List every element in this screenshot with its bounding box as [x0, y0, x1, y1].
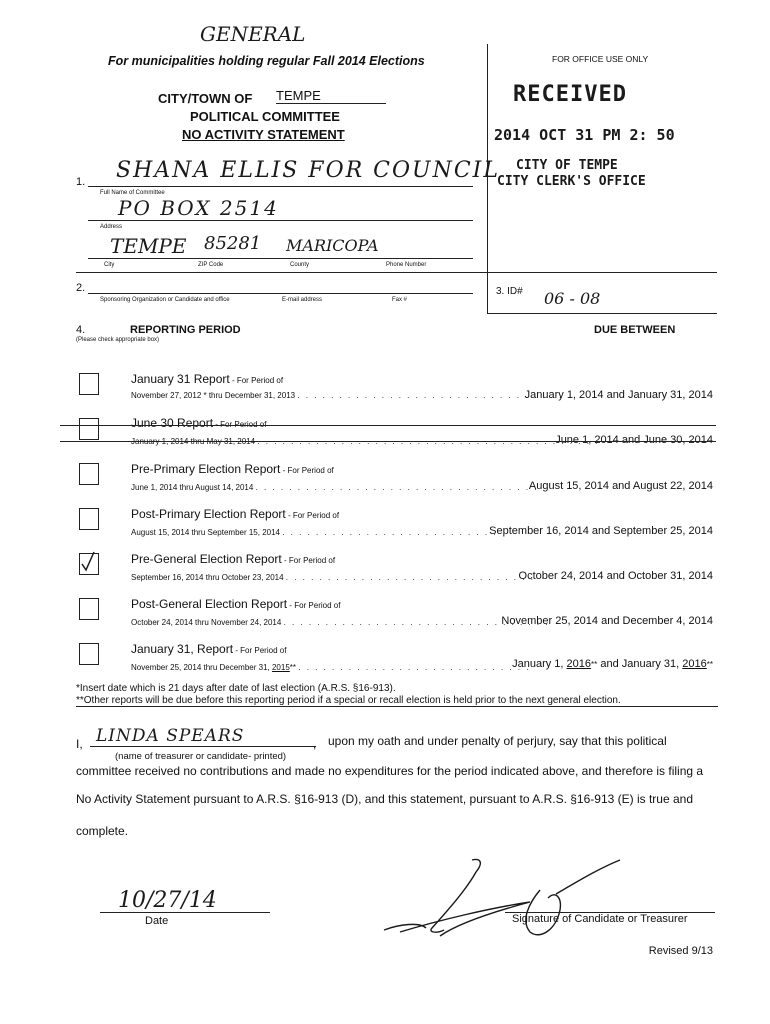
section-3-bottom-line [487, 313, 717, 314]
reporting-period-title: REPORTING PERIOD [130, 324, 241, 336]
sponsor-label: Sponsoring Organization or Candidate and office [100, 297, 230, 303]
reporting-period-note: (Please check appropriate box) [76, 337, 160, 343]
report-title: June 30 Report - For Period of [131, 416, 267, 430]
checkmark-icon [78, 550, 98, 572]
report-range: January 1, 2014 thru May 31, 2014 . . . . . . . . . . . . . . . . . . . . . . . . . . . . . . . . . . . . . . . . . [131, 437, 600, 446]
received-date-stamp: 2014 OCT 31 PM 2: 50 [494, 126, 675, 144]
oath-text-4: complete. [76, 824, 129, 838]
oath-comma: , [313, 737, 317, 751]
oath-text-3: No Activity Statement pursuant to A.R.S. §16-913 (D), and this statement, pursuant to A.R.S. §16-913 (E) is true and [76, 792, 693, 806]
section-3-top-line [487, 272, 717, 273]
city-line [88, 258, 473, 259]
section-2-number: 2. [76, 282, 86, 294]
checkbox-june-30-report[interactable] [79, 418, 99, 440]
section-4-number: 4. [76, 324, 86, 336]
checkbox-pre-primary-report[interactable] [79, 463, 99, 485]
report-title: Pre-General Election Report - For Period of [131, 552, 336, 566]
committee-name-label: Full Name of Committee [100, 190, 165, 196]
phone-label: Phone Number [386, 262, 427, 268]
section-2-line [88, 293, 473, 294]
received-stamp: RECEIVED [513, 82, 627, 107]
committee-name-line [88, 186, 473, 187]
signature-mark [380, 850, 640, 950]
id-label: 3. ID# [496, 286, 523, 297]
email-label: E-mail address [282, 297, 323, 303]
checkbox-pre-general-report[interactable] [79, 553, 99, 575]
stamp-city: CITY OF TEMPE [516, 158, 618, 173]
report-due: August 15, 2014 and August 22, 2014 [528, 480, 713, 492]
zip-label: ZIP Code [198, 262, 224, 268]
date-value: 10/27/14 [118, 888, 217, 913]
city-town-label: CITY/TOWN OF [158, 91, 253, 106]
address-label: Address [100, 224, 123, 230]
office-use-label: FOR OFFICE USE ONLY [552, 54, 649, 64]
report-title: Post-General Election Report - For Period of [131, 597, 341, 611]
county-value: MARICOPA [286, 236, 379, 255]
report-due: October 24, 2014 and October 31, 2014 [518, 570, 713, 582]
signature-label: Signature of Candidate or Treasurer [512, 913, 688, 925]
city-town-value: TEMPE [276, 88, 386, 104]
checkbox-january-31-report[interactable] [79, 373, 99, 395]
oath-text-2: committee received no contributions and made no expenditures for the period indicated above, and therefore is filing a [76, 764, 704, 778]
report-title: January 31 Report - For Period of [131, 372, 284, 386]
footnote-1: *Insert date which is 21 days after date of last election (A.R.S. §16-913). [76, 683, 396, 694]
report-range: August 15, 2014 thru September 15, 2014 . . . . . . . . . . . . . . . . . . . . . . . . . . [131, 528, 498, 537]
report-range: November 27, 2012 * thru December 31, 2013 . . . . . . . . . . . . . . . . . . . . . . . . . . . . . . . . [131, 391, 564, 400]
id-value: 06 - 08 [544, 289, 601, 308]
report-title: January 31, Report - For Period of [131, 642, 287, 656]
report-due: September 16, 2014 and September 25, 2014 [489, 525, 713, 537]
due-between-header: DUE BETWEEN [594, 324, 676, 336]
date-label: Date [145, 915, 169, 927]
committee-name-value: SHANA ELLIS FOR COUNCIL [116, 158, 500, 183]
zip-value: 85281 [204, 233, 262, 254]
title-no-activity: NO ACTIVITY STATEMENT [182, 127, 345, 142]
strike-line-june-bottom [60, 441, 716, 442]
report-range: June 1, 2014 thru August 14, 2014 . . . . . . . . . . . . . . . . . . . . . . . . . . . . . . . . . . [131, 483, 539, 492]
section-2-top-line [76, 272, 487, 273]
report-range: November 25, 2014 thru December 31, 2015** . . . . . . . . . . . . . . . . . . . . . . . . . . . . [131, 663, 531, 672]
checkbox-post-general-report[interactable] [79, 598, 99, 620]
form-subtitle: For municipalities holding regular Fall 2014 Elections [108, 54, 425, 68]
handwritten-general: GENERAL [200, 22, 306, 46]
fax-label: Fax # [392, 297, 408, 303]
city-label: City [104, 262, 115, 268]
report-due: January 1, 2016** and January 31, 2016** [512, 658, 713, 670]
footnote-2: **Other reports will be due before this reporting period if a special or recall election is held prior to the next general election. [76, 695, 718, 707]
report-title: Post-Primary Election Report - For Period of [131, 507, 340, 521]
address-line [88, 220, 473, 221]
address-value: PO BOX 2514 [118, 196, 279, 220]
title-political-committee: POLITICAL COMMITTEE [190, 109, 340, 124]
treasurer-name-value: LINDA SPEARS [90, 726, 316, 747]
report-due: June 1, 2014 and June 30, 2014 [555, 434, 713, 446]
oath-text-1: upon my oath and under penalty of perjury, say that this political [328, 734, 667, 748]
strike-line-june-top [60, 425, 716, 426]
section-1-number: 1. [76, 176, 86, 188]
oath-prefix: I, [76, 737, 83, 751]
report-due: November 25, 2014 and December 4, 2014 [501, 615, 713, 627]
treasurer-name-label: (name of treasurer or candidate- printed) [115, 751, 287, 762]
report-title: Pre-Primary Election Report - For Period of [131, 462, 334, 476]
report-range: September 16, 2014 thru October 23, 2014 . . . . . . . . . . . . . . . . . . . . . . . . . . . . . . [131, 573, 535, 582]
checkbox-post-primary-report[interactable] [79, 508, 99, 530]
report-range: October 24, 2014 thru November 24, 2014 . . . . . . . . . . . . . . . . . . . . . . . . . . . . . . . . [131, 618, 550, 627]
date-line [100, 912, 270, 913]
county-label: County [290, 262, 310, 268]
revised-label: Revised 9/13 [648, 945, 713, 957]
city-value: TEMPE [110, 234, 187, 258]
checkbox-january-31-final-report[interactable] [79, 643, 99, 665]
stamp-office: CITY CLERK'S OFFICE [497, 174, 646, 189]
report-due: January 1, 2014 and January 31, 2014 [524, 389, 713, 401]
